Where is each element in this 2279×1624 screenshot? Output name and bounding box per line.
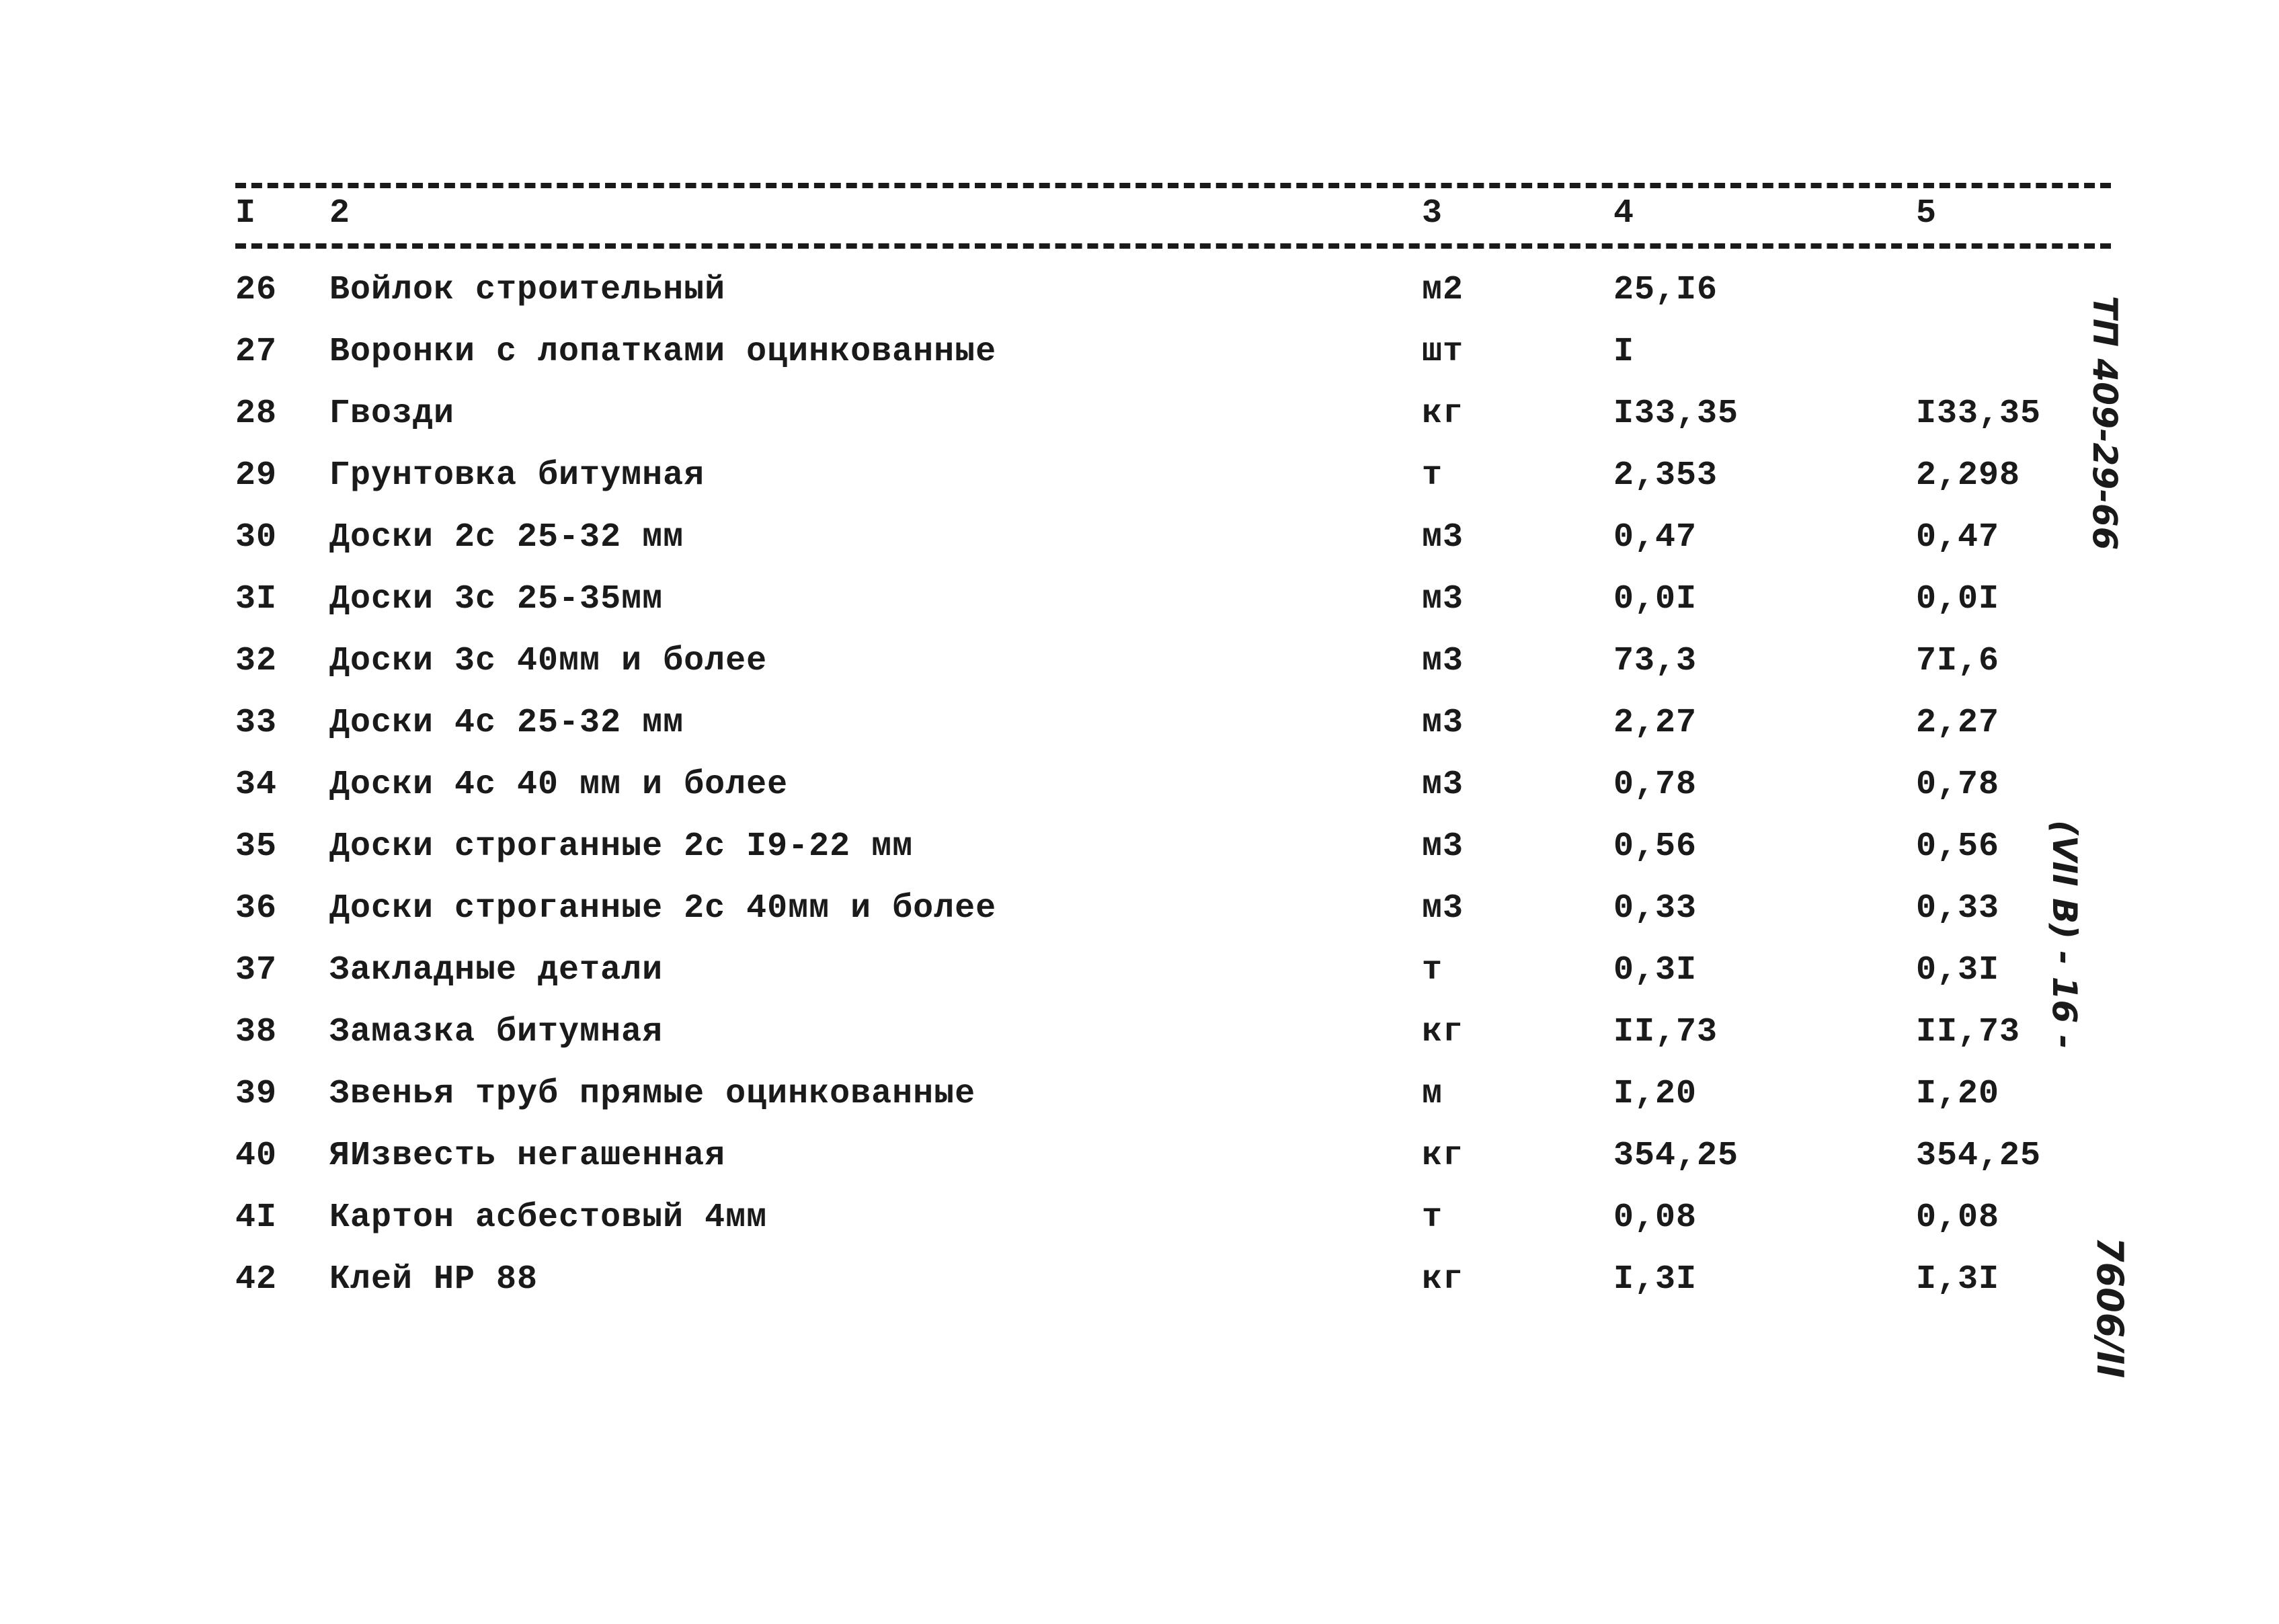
header-col-1: I bbox=[235, 194, 257, 233]
unit: кг bbox=[1422, 1013, 1464, 1051]
unit: т bbox=[1422, 951, 1443, 989]
table-row bbox=[0, 259, 2279, 321]
unit: кг bbox=[1422, 1260, 1464, 1299]
quantity-col-5: 0,47 bbox=[1916, 518, 2000, 557]
header-col-3: 3 bbox=[1422, 194, 1443, 233]
material-name: Замазка битумная bbox=[329, 1013, 664, 1051]
material-name: Гвозди bbox=[329, 395, 455, 433]
quantity-col-5: 7I,6 bbox=[1916, 642, 2000, 680]
table-row bbox=[0, 1249, 2279, 1311]
row-number: 39 bbox=[235, 1075, 278, 1113]
quantity-col-5: I,20 bbox=[1916, 1075, 2000, 1113]
quantity-col-5: II,73 bbox=[1916, 1013, 2021, 1051]
material-name: ЯИзвесть негашенная bbox=[329, 1137, 726, 1175]
row-number: 40 bbox=[235, 1137, 278, 1175]
quantity-col-4: 0,47 bbox=[1613, 518, 1697, 557]
table-row bbox=[0, 569, 2279, 631]
quantity-col-4: 0,33 bbox=[1613, 889, 1697, 928]
unit: м3 bbox=[1422, 642, 1464, 680]
material-name: Войлок строительный bbox=[329, 271, 726, 309]
table-row bbox=[0, 631, 2279, 692]
table-row bbox=[0, 816, 2279, 878]
row-number: 34 bbox=[235, 766, 278, 804]
header-col-5: 5 bbox=[1916, 194, 1937, 233]
table-row bbox=[0, 507, 2279, 569]
quantity-col-4: 0,0I bbox=[1613, 580, 1697, 618]
quantity-col-4: 2,353 bbox=[1613, 456, 1718, 495]
material-name: Доски строганные 2с 40мм и более bbox=[329, 889, 997, 928]
table-row bbox=[0, 878, 2279, 940]
unit: м3 bbox=[1422, 766, 1464, 804]
unit: м3 bbox=[1422, 889, 1464, 928]
unit: кг bbox=[1422, 395, 1464, 433]
row-number: 26 bbox=[235, 271, 278, 309]
table-header bbox=[0, 183, 2279, 245]
quantity-col-5: I,3I bbox=[1916, 1260, 2000, 1299]
material-name: Доски 2с 25-32 мм bbox=[329, 518, 684, 557]
quantity-col-4: I bbox=[1613, 333, 1635, 371]
quantity-col-4: 0,08 bbox=[1613, 1199, 1697, 1237]
quantity-col-5: 2,27 bbox=[1916, 704, 2000, 742]
material-name: Доски 3с 40мм и более bbox=[329, 642, 768, 680]
table-row bbox=[0, 1125, 2279, 1187]
quantity-col-4: II,73 bbox=[1613, 1013, 1718, 1051]
row-number: 28 bbox=[235, 395, 278, 433]
row-number: 4I bbox=[235, 1199, 278, 1237]
quantity-col-5: 0,0I bbox=[1916, 580, 2000, 618]
row-number: 33 bbox=[235, 704, 278, 742]
table-row bbox=[0, 940, 2279, 1002]
quantity-col-4: 2,27 bbox=[1613, 704, 1697, 742]
quantity-col-4: 354,25 bbox=[1613, 1137, 1739, 1175]
header-col-2: 2 bbox=[329, 194, 351, 233]
row-number: 32 bbox=[235, 642, 278, 680]
row-number: 30 bbox=[235, 518, 278, 557]
material-name: Доски 4с 25-32 мм bbox=[329, 704, 684, 742]
unit: м2 bbox=[1422, 271, 1464, 309]
material-name: Доски строганные 2с I9-22 мм bbox=[329, 827, 914, 866]
row-number: 3I bbox=[235, 580, 278, 618]
material-name: Грунтовка битумная bbox=[329, 456, 705, 495]
row-number: 35 bbox=[235, 827, 278, 866]
material-name: Воронки с лопатками оцинкованные bbox=[329, 333, 997, 371]
unit: м3 bbox=[1422, 704, 1464, 742]
quantity-col-5: 0,56 bbox=[1916, 827, 2000, 866]
material-name: Картон асбестовый 4мм bbox=[329, 1199, 768, 1237]
material-name: Доски 4с 40 мм и более bbox=[329, 766, 789, 804]
table-row bbox=[0, 1063, 2279, 1125]
row-number: 27 bbox=[235, 333, 278, 371]
unit: м3 bbox=[1422, 518, 1464, 557]
quantity-col-4: 73,3 bbox=[1613, 642, 1697, 680]
row-number: 36 bbox=[235, 889, 278, 928]
unit: шт bbox=[1422, 333, 1464, 371]
row-number: 42 bbox=[235, 1260, 278, 1299]
row-number: 29 bbox=[235, 456, 278, 495]
material-name: Доски 3с 25-35мм bbox=[329, 580, 664, 618]
unit: т bbox=[1422, 456, 1443, 495]
table-row bbox=[0, 692, 2279, 754]
unit: м3 bbox=[1422, 827, 1464, 866]
row-number: 37 bbox=[235, 951, 278, 989]
unit: кг bbox=[1422, 1137, 1464, 1175]
unit: м bbox=[1422, 1075, 1443, 1113]
quantity-col-5: 354,25 bbox=[1916, 1137, 2042, 1175]
table-row bbox=[0, 321, 2279, 383]
document-code-vertical: ТП 409-29-66 bbox=[2085, 296, 2124, 551]
header-col-4: 4 bbox=[1613, 194, 1635, 233]
quantity-col-5: 0,33 bbox=[1916, 889, 2000, 928]
quantity-col-5: 0,3I bbox=[1916, 951, 2000, 989]
table-row bbox=[0, 445, 2279, 507]
material-name: Клей НР 88 bbox=[329, 1260, 538, 1299]
quantity-col-5: I33,35 bbox=[1916, 395, 2042, 433]
quantity-col-4: 25,I6 bbox=[1613, 271, 1718, 309]
material-name: Звенья труб прямые оцинкованные bbox=[329, 1075, 976, 1113]
quantity-col-4: 0,56 bbox=[1613, 827, 1697, 866]
quantity-col-5: 0,08 bbox=[1916, 1199, 2000, 1237]
material-name: Закладные детали bbox=[329, 951, 664, 989]
table-row bbox=[0, 383, 2279, 445]
sheet-number-vertical: 7606/II bbox=[2089, 1237, 2131, 1379]
unit: м3 bbox=[1422, 580, 1464, 618]
quantity-col-4: I,3I bbox=[1613, 1260, 1697, 1299]
table-row bbox=[0, 754, 2279, 816]
quantity-col-4: I33,35 bbox=[1613, 395, 1739, 433]
quantity-col-4: 0,78 bbox=[1613, 766, 1697, 804]
unit: т bbox=[1422, 1199, 1443, 1237]
quantity-col-5: 2,298 bbox=[1916, 456, 2021, 495]
quantity-col-4: 0,3I bbox=[1613, 951, 1697, 989]
quantity-col-4: I,20 bbox=[1613, 1075, 1697, 1113]
quantity-col-5: 0,78 bbox=[1916, 766, 2000, 804]
sheet-reference-vertical: (VII В) - 16 - bbox=[2045, 820, 2084, 1049]
table-row bbox=[0, 1187, 2279, 1249]
table-row bbox=[0, 1002, 2279, 1063]
row-number: 38 bbox=[235, 1013, 278, 1051]
